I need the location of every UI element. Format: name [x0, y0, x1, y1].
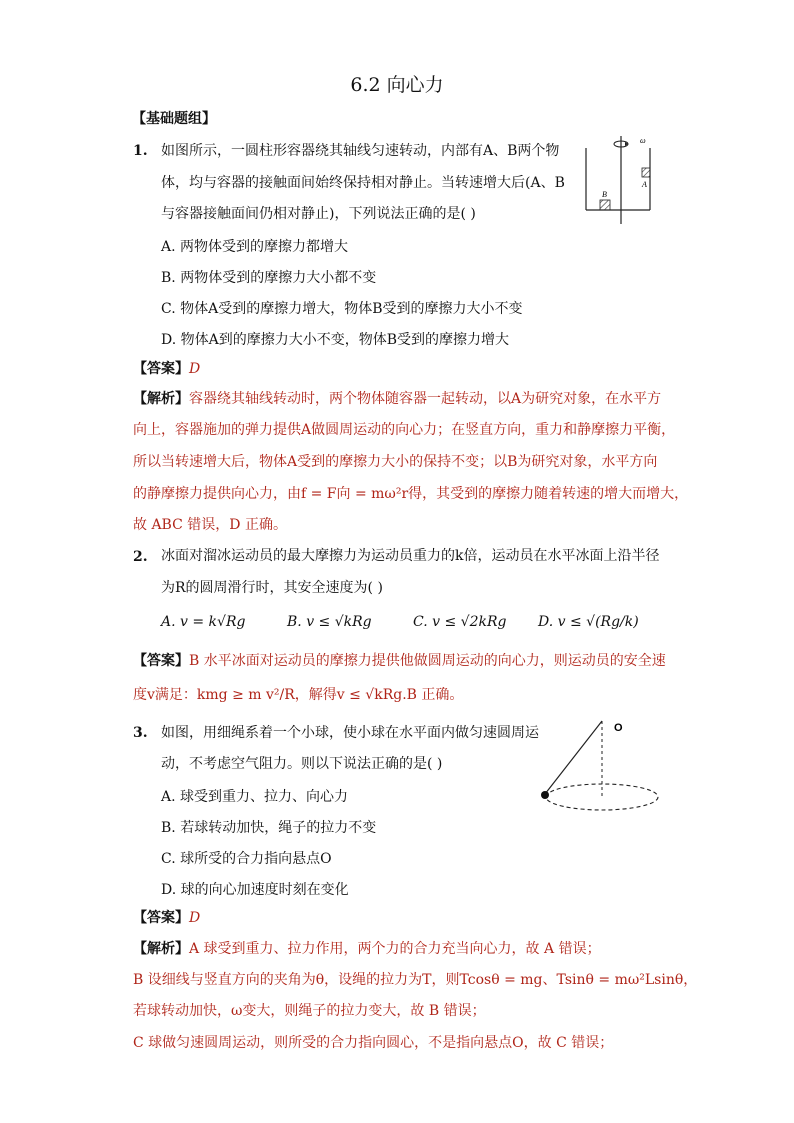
- q3-explanation-4: C 球做匀速圆周运动，则所受的合力指向圆心，不是指向悬点O，故 C 错误；: [133, 1035, 614, 1051]
- q1-explanation-2: 向上，容器施加的弹力提供A做圆周运动的向心力；在竖直方向，重力和静摩擦力平衡，: [133, 422, 676, 438]
- q1-number: 1.: [133, 143, 148, 159]
- q1-line-3: 与容器接触面间仍相对静止)，下列说法正确的是( ): [161, 206, 476, 222]
- q3-answer: D: [189, 910, 201, 926]
- q1-option-d: D. 物体A到的摩擦力大小不变，物体B受到的摩擦力增大: [161, 332, 510, 348]
- q3-option-c: C. 球所受的合力指向悬点O: [161, 851, 332, 867]
- q2-option-d: D. v ≤ √(Rg/k): [538, 614, 639, 630]
- q1-line-2: 体，均与容器的接触面间始终保持相对静止。当转速增大后(A、B: [161, 175, 565, 191]
- q2-answer-label: 【答案】: [133, 653, 189, 669]
- q3-option-b: B. 若球转动加快，绳子的拉力不变: [161, 820, 377, 836]
- q2-option-b: B. v ≤ √kRg: [287, 614, 372, 630]
- q3-explanation-3: 若球转动加快，ω变大，则绳子的拉力变大，故 B 错误；: [133, 1003, 486, 1019]
- q3-explanation-2: B 设细线与竖直方向的夹角为θ，设绳的拉力为T，则Tcosθ = mg、Tsinθ = mω²Lsinθ，: [133, 972, 698, 988]
- q1-answer-label: 【答案】: [133, 361, 189, 377]
- section-heading: 【基础题组】: [132, 111, 216, 127]
- q1-explanation-1: 容器绕其轴线转动时，两个物体随容器一起转动，以A为研究对象，在水平方: [189, 391, 662, 407]
- q1-figure-label-a: A: [642, 180, 647, 189]
- q2-number: 2.: [133, 549, 148, 565]
- q2-line-1: 冰面对溜冰运动员的最大摩擦力为运动员重力的k倍，运动员在水平冰面上沿半径: [161, 548, 660, 564]
- q1-option-a: A. 两物体受到的摩擦力都增大: [161, 239, 349, 255]
- q1-explanation-label: 【解析】: [133, 391, 189, 407]
- q3-option-d: D. 球的向心加速度时刻在变化: [161, 882, 349, 898]
- page-title: 6.2 向心力: [350, 74, 444, 96]
- q3-option-a: A. 球受到重力、拉力、向心力: [161, 789, 349, 805]
- q1-answer: D: [189, 361, 201, 377]
- q3-explanation-label: 【解析】: [133, 941, 189, 957]
- q2-answer-2: 度v满足：kmg ≥ m v²/R，解得v ≤ √kRg.B 正确。: [133, 687, 464, 703]
- q1-explanation-4: 的静摩擦力提供向心力，由f = F向 = mω²r得，其受到的摩擦力随着转速的增大而增大，: [133, 486, 689, 502]
- q2-option-c: C. v ≤ √2kRg: [413, 614, 507, 630]
- q2-option-a: A. v = k√Rg: [161, 614, 246, 630]
- q3-answer-label: 【答案】: [133, 910, 189, 926]
- q3-pendulum-figure: [534, 715, 662, 815]
- q1-option-c: C. 物体A受到的摩擦力增大，物体B受到的摩擦力大小不变: [161, 301, 523, 317]
- q3-number: 3.: [133, 725, 148, 741]
- q1-explanation-3: 所以当转速增大后，物体A受到的摩擦力大小的保持不变；以B为研究对象，水平方向: [133, 454, 658, 470]
- q3-figure-label-o: O: [614, 722, 623, 734]
- q1-figure-omega: ω: [640, 136, 646, 145]
- q1-option-b: B. 两物体受到的摩擦力大小都不变: [161, 270, 377, 286]
- q3-explanation-1: A 球受到重力、拉力作用，两个力的合力充当向心力，故 A 错误；: [189, 941, 601, 957]
- q1-container-figure: [578, 134, 658, 226]
- q1-figure-label-b: B: [602, 190, 607, 199]
- q1-explanation-5: 故 ABC 错误，D 正确。: [133, 517, 287, 533]
- q2-answer-1: B 水平冰面对运动员的摩擦力提供他做圆周运动的向心力，则运动员的安全速: [189, 653, 666, 669]
- q2-line-2: 为R的圆周滑行时，其安全速度为( ): [161, 580, 383, 596]
- q3-line-2: 动，不考虑空气阻力。则以下说法正确的是( ): [161, 756, 443, 772]
- q3-line-1: 如图，用细绳系着一个小球，使小球在水平面内做匀速圆周运: [161, 725, 539, 741]
- q1-line-1: 如图所示，一圆柱形容器绕其轴线匀速转动，内部有A、B两个物: [161, 143, 560, 159]
